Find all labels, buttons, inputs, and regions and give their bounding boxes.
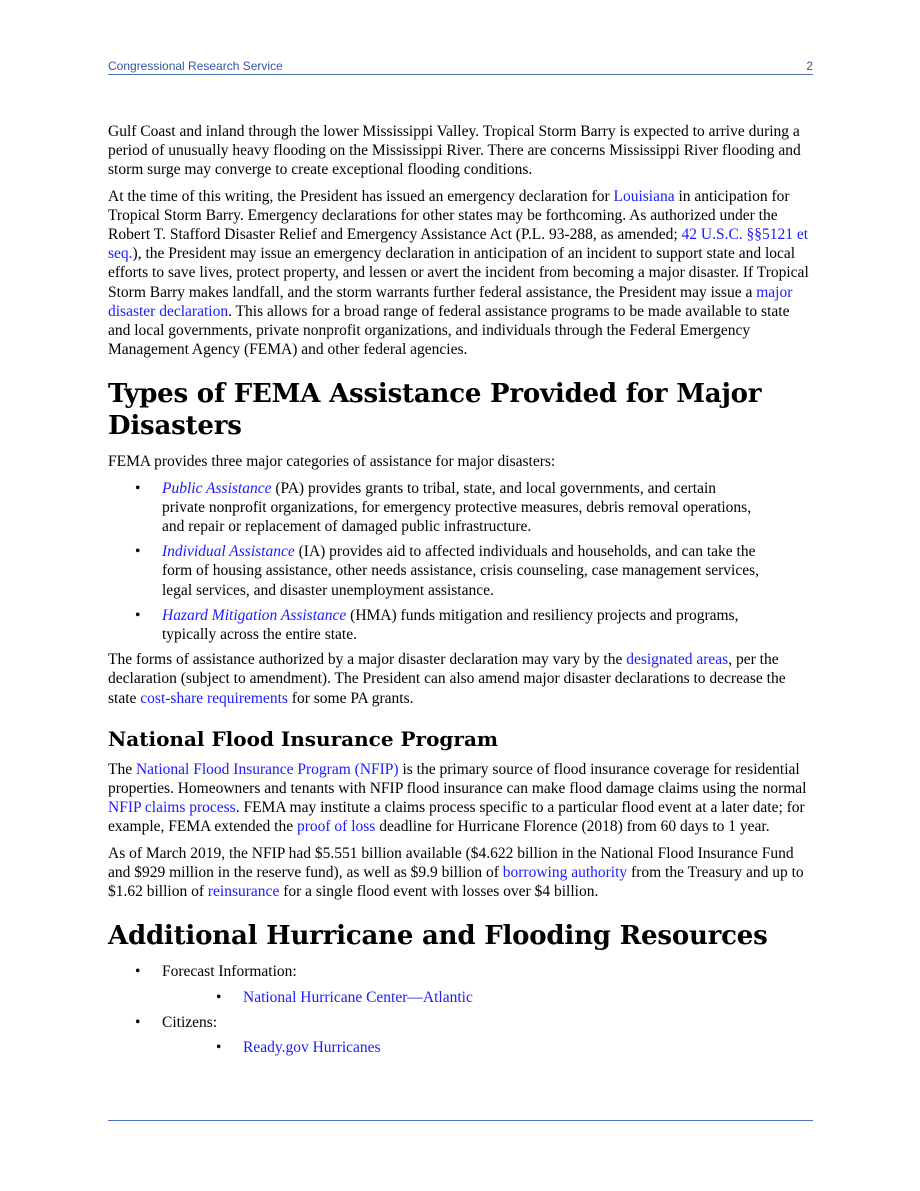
- link-designated-areas[interactable]: designated areas: [626, 651, 729, 669]
- heading-types-of-assistance: Types of FEMA Assistance Provided for Major Disasters: [108, 379, 762, 442]
- text: The forms of assistance authorized by a major disaster declaration may vary by the: [108, 651, 627, 669]
- paragraph-emergency-declaration: [108, 187, 814, 360]
- link-usc[interactable]: 42 U.S.C. §§5121 et seq.: [108, 226, 809, 263]
- link-public-assistance[interactable]: Public Assistance: [162, 479, 272, 497]
- resource-sublist: [162, 1038, 814, 1057]
- list-item-individual-assistance: [108, 542, 762, 600]
- link-reinsurance[interactable]: reinsurance: [207, 883, 280, 901]
- header-source: Congressional Research Service: [108, 59, 283, 73]
- link-cost-share-requirements[interactable]: cost-share requirements: [140, 689, 288, 707]
- resource-forecast: [108, 962, 814, 1006]
- paragraph-continuation: Gulf Coast and inland through the lower Mississippi Valley. Tropical Storm Barry is expected to arrive during a period of unusually heavy flooding on the Mississippi River. There are concerns Mississippi River flooding and storm surge may converge to create exceptional flooding conditions.: [108, 123, 801, 179]
- assistance-list: [108, 479, 814, 645]
- footer-rule: [108, 1120, 813, 1121]
- link-major-disaster-declaration[interactable]: major disaster declaration: [108, 283, 793, 320]
- text: . FEMA may institute a claims process specific to a particular flood event at a later date; for example, FEMA extended the: [108, 799, 805, 836]
- text: At the time of this writing, the President has issued an emergency declaration for: [108, 187, 614, 205]
- text: for a single flood event with losses over $4 billion.: [279, 883, 599, 901]
- link-borrowing-authority[interactable]: borrowing authority: [502, 863, 628, 881]
- text: . This allows for a broad range of federal assistance programs to be made available to state and local governments, private nonprofit organizations, and individuals through the Federal Emergency Management Agency (FEMA) and other federal agencies.: [108, 302, 790, 359]
- text: (HMA) funds mitigation and resiliency projects and programs, typically across the entire state.: [162, 606, 739, 644]
- link-individual-assistance[interactable]: Individual Assistance: [162, 543, 295, 561]
- paragraph-nfip-funding: [108, 844, 814, 902]
- link-hazard-mitigation-assistance[interactable]: Hazard Mitigation Assistance: [162, 606, 347, 624]
- resource-sublist: [162, 988, 814, 1007]
- types-intro: FEMA provides three major categories of assistance for major disasters:: [108, 453, 556, 471]
- list-item-hazard-mitigation: [108, 606, 762, 644]
- text: in anticipation for Tropical Storm Barry. Emergency declarations for other states may be forthcoming. As authorized under the Robert T. Stafford Disaster Relief and Emergency Assistance Act (P.L. 93-288, as amended;: [108, 187, 790, 244]
- text: deadline for Hurricane Florence (2018) from 60 days to 1 year.: [375, 818, 770, 836]
- link-national-hurricane-center[interactable]: National Hurricane Center—Atlantic: [243, 988, 473, 1006]
- resource-sub-item: [108, 988, 814, 1007]
- paragraph-nfip-overview: [108, 760, 814, 837]
- resource-sub-item: [108, 1038, 814, 1057]
- text: for some PA grants.: [287, 689, 414, 707]
- link-proof-of-loss[interactable]: proof of loss: [296, 818, 376, 836]
- heading-additional-resources: Additional Hurricane and Flooding Resources: [108, 921, 768, 952]
- page-number: 2: [806, 59, 813, 73]
- resources-list: [108, 962, 814, 1057]
- text: is the primary source of flood insurance coverage for residential properties. Homeowners and tenants with NFIP flood insurance can make flood damage claims using the normal: [108, 760, 807, 798]
- document-body: [108, 122, 814, 1063]
- resource-citizens: [108, 1013, 814, 1057]
- text: , per the declaration (subject to amendment). The President can also amend major disaster declarations to decrease the state: [108, 651, 786, 707]
- text: As of March 2019, the NFIP had $5.551 billion available ($4.622 billion in the National Flood Insurance Fund and $929 million in the reserve fund), as well as $9.9 billion of: [108, 844, 794, 881]
- resource-label: Forecast Information:: [162, 963, 297, 981]
- link-nfip-claims-process[interactable]: NFIP claims process: [108, 799, 236, 817]
- text: ), the President may issue an emergency declaration in anticipation of an incident to support state and local efforts to save lives, protect property, and lessen or avert the incident from becoming a major disaster. If Tropical Storm Barry makes landfall, and the storm warrants further federal assistance, the President may issue a: [108, 245, 809, 301]
- paragraph-forms-of-assistance: [108, 650, 814, 708]
- text: (IA) provides aid to affected individuals and households, and can take the form of housing assistance, other needs assistance, crisis counseling, case management services, legal services, and disaster unemployment assistance.: [162, 543, 759, 599]
- link-nfip[interactable]: National Flood Insurance Program (NFIP): [135, 760, 399, 778]
- resource-label: Citizens:: [162, 1013, 218, 1031]
- list-item-public-assistance: [108, 479, 762, 537]
- link-louisiana[interactable]: Louisiana: [613, 187, 675, 205]
- text: The: [108, 760, 136, 778]
- text: (PA) provides grants to tribal, state, and local governments, and certain private nonprofit organizations, for emergency protective measures, debris removal operations, and repair or replacement of damaged public infrastructure.: [162, 479, 752, 536]
- text: from the Treasury and up to $1.62 billion of: [108, 863, 804, 901]
- link-ready-gov-hurricanes[interactable]: Ready.gov Hurricanes: [243, 1038, 381, 1056]
- heading-nfip: National Flood Insurance Program: [108, 726, 499, 751]
- running-header: [108, 58, 813, 75]
